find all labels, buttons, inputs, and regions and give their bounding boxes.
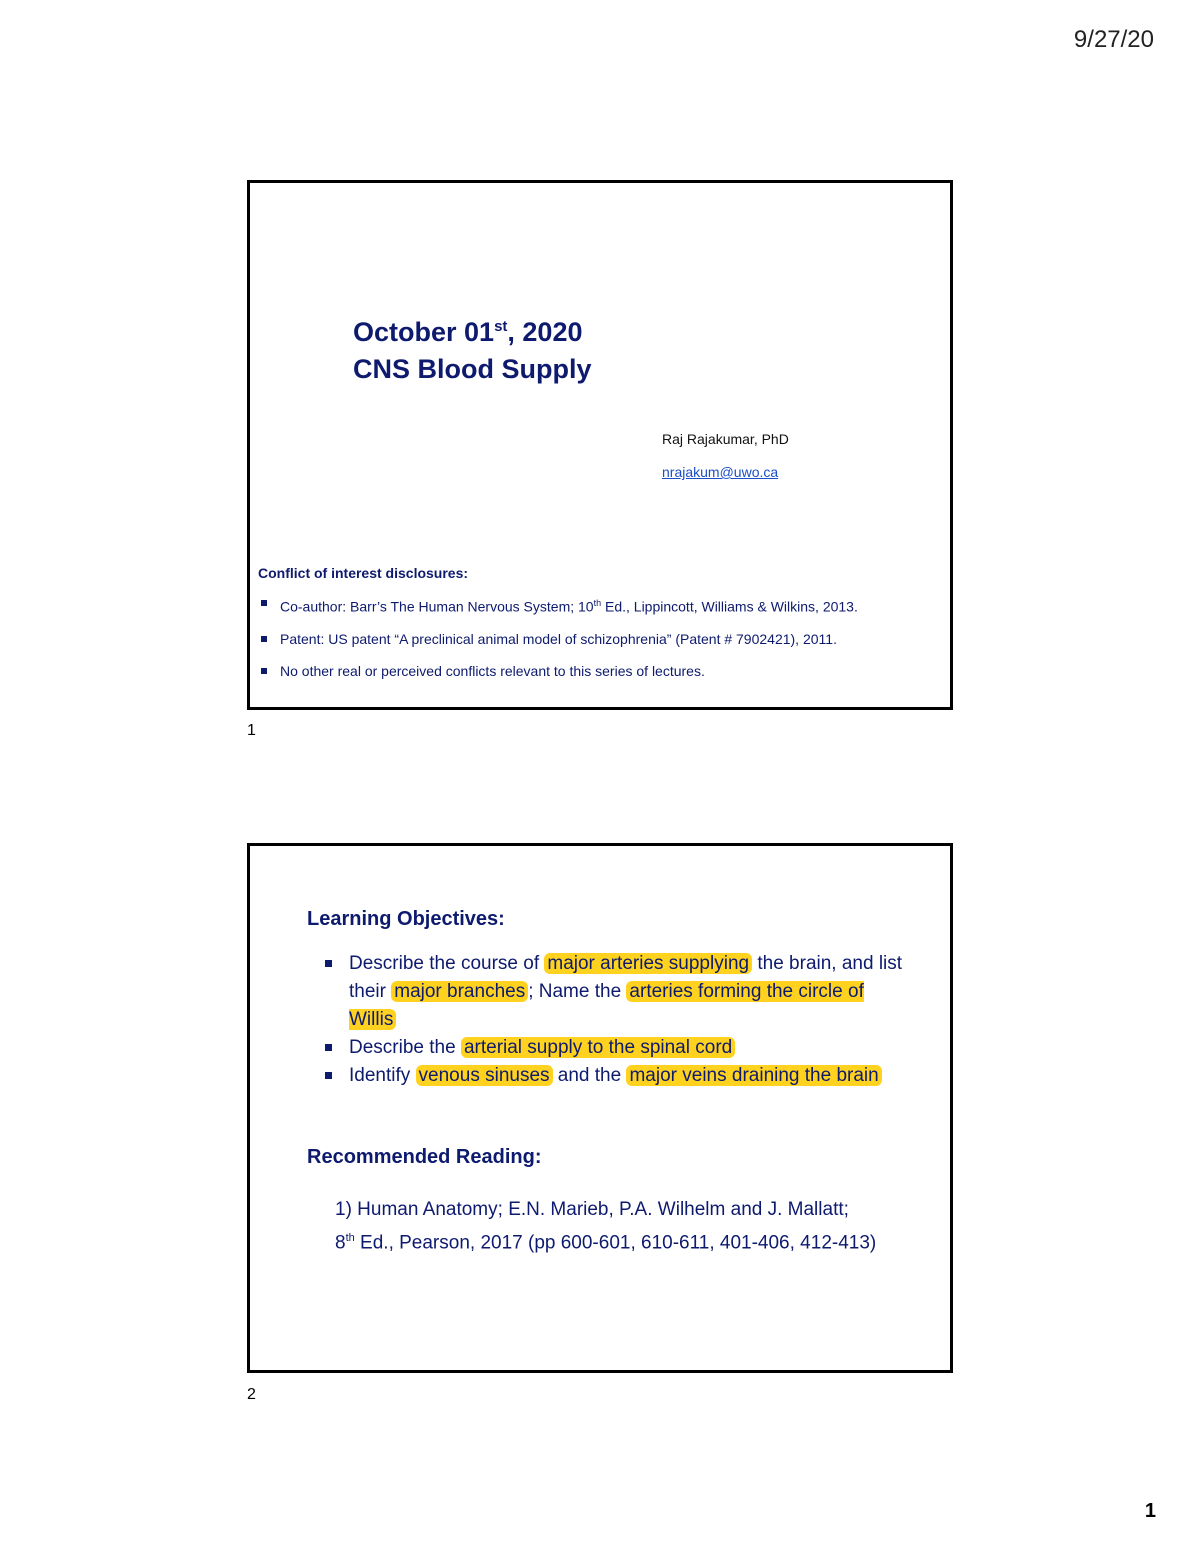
slide-number: 1 [247, 722, 256, 739]
slide-1 [247, 180, 953, 710]
author-name: Raj Rajakumar, PhD [662, 431, 789, 447]
square-bullet-icon [325, 1072, 332, 1079]
objective-item: Identify venous sinuses and the major veins draining the brain [322, 1062, 912, 1090]
conflict-of-interest-section [258, 565, 948, 695]
print-date: 9/27/20 [1073, 26, 1154, 53]
square-bullet-icon [261, 668, 267, 674]
objective-item: Describe the course of major arteries supplying the brain, and list their major branches ; Name the arteries forming the circle of Willis [322, 950, 912, 1034]
recommended-reading-entry [335, 1195, 935, 1257]
highlighted-text: major veins draining the brain [626, 1065, 881, 1086]
learning-objectives-heading: Learning Objectives: [307, 908, 505, 930]
learning-objectives-list [322, 950, 912, 1090]
highlighted-text: venous sinuses [416, 1065, 553, 1086]
square-bullet-icon [325, 1044, 332, 1051]
slide-2 [247, 843, 953, 1373]
coi-item: Co-author: Barr’s The Human Nervous System; 10th Ed., Lippincott, Williams & Wilkins, 2013. [258, 595, 948, 616]
highlighted-text: major branches [391, 981, 528, 1002]
reading-line: 8th Ed., Pearson, 2017 (pp 600-601, 610-611, 401-406, 412-413) [335, 1232, 877, 1254]
author-email-link[interactable]: nrajakum@uwo.ca [662, 464, 779, 480]
title-date: October 01st, 2020 [353, 317, 583, 347]
highlighted-text: arteries forming the circle of Willis [349, 981, 864, 1030]
square-bullet-icon [261, 636, 267, 642]
coi-item: Patent: US patent “A preclinical animal model of schizophrenia” (Patent # 7902421), 2011. [258, 631, 948, 648]
square-bullet-icon [325, 960, 332, 967]
coi-list [258, 595, 948, 680]
objective-item: Describe the arterial supply to the spinal cord [322, 1034, 912, 1062]
coi-heading: Conflict of interest disclosures: [258, 565, 469, 581]
title-topic: CNS Blood Supply [353, 354, 592, 384]
page-number: 1 [1144, 1500, 1156, 1522]
coi-item: No other real or perceived conflicts relevant to this series of lectures. [258, 663, 948, 680]
recommended-reading-heading: Recommended Reading: [307, 1146, 542, 1168]
slide-title [353, 308, 592, 388]
highlighted-text: arterial supply to the spinal cord [461, 1037, 735, 1058]
square-bullet-icon [261, 600, 267, 606]
slide-number: 2 [247, 1386, 256, 1403]
highlighted-text: major arteries supplying [544, 953, 752, 974]
reading-line: 1) Human Anatomy; E.N. Marieb, P.A. Wilhelm and J. Mallatt; [335, 1199, 849, 1220]
